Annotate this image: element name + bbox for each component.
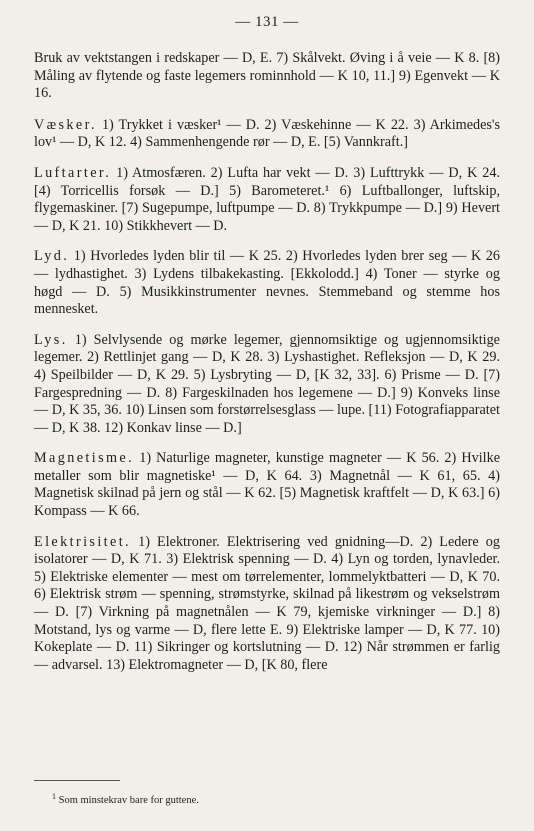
- paragraph-heading: Lyd.: [34, 248, 70, 265]
- paragraph-magnetisme: [34, 450, 500, 520]
- page-number: — 131 —: [235, 14, 299, 30]
- paragraph-text: Bruk av vektstangen i redskaper — D, E. 7) Skålvekt. Øving i å veie — K 8. [8) Måling av flytende og faste legemers rominnhold — K 10, 11.] 9) Egenvekt — K 16.: [34, 50, 500, 102]
- footnote-divider: [34, 780, 120, 781]
- paragraph-text: 1) Atmosfæren. 2) Lufta har vekt — D. 3) Lufttrykk — D, K 24. [4) Torricellis forsøk — D.] 5) Barometeret.¹ 6) Luftballonger, luftskip, flygemaskiner. [7) Sugepumpe, luftpumpe — D. 8) Trykkpumpe — D.] 9) Hevert — D, K 21. 10) Stikkhevert — D.: [34, 164, 500, 234]
- paragraph-text: 1) Elektroner. Elektrisering ved gnidning—D. 2) Ledere og isolatorer — D, K 71. 3) Elektrisk spenning — D. 4) Lyn og torden, lynavleder. 5) Elektriske elementer — mest om tørrelementer, lommelyktbatteri — D, K 70. 6) Elektrisk strøm — spenning, strømstyrke, skilnad på likestrøm og vekselstrøm — D. [7) Virkning på magnetnålen — K 79, kjemiske virkninger — D.] 8) Motstand, lys og varme — D, flere lette E. 9) Elektriske lamper — D, K 77. 10) Kokeplate — D. 11) Sikringer og kortslutning — D. 12) Når strømmen er farlig — advarsel. 13) Elektromagneter — D, [K 80, flere: [34, 533, 500, 673]
- paragraph-elektrisitet: [34, 534, 500, 675]
- paragraph-text: 1) Trykket i væsker¹ — D. 2) Væskehinne — K 22. 3) Arkimedes's lov¹ — D, K 12. 4) Sammenhengende rør — D, E. [5) Vannkraft.]: [34, 116, 500, 151]
- paragraph-heading: Væsker.: [34, 116, 97, 133]
- footnote: [34, 790, 500, 807]
- footnote-text: Som minstekrav bare for guttene.: [58, 795, 199, 806]
- paragraph-text: 1) Hvorledes lyden blir til — K 25. 2) Hvorledes lyden brer seg — K 26 — lydhastighet. 3) Lydens tilbakekasting. [Ekkolodd.] 4) Toner — styrke og høgd — D. 5) Musikkinstrumenter nevnes. Stemmeband og stemme hos mennesket.: [34, 248, 500, 318]
- body-text: [34, 50, 500, 687]
- paragraph-intro: [34, 50, 500, 103]
- paragraph-heading: Luftarter.: [34, 164, 112, 181]
- paragraph-luftarter: [34, 165, 500, 235]
- paragraph-heading: Magnetisme.: [34, 450, 135, 467]
- paragraph-heading: Lys.: [34, 331, 68, 348]
- footnote-mark: 1: [52, 792, 56, 801]
- paragraph-heading: Elektrisitet.: [34, 533, 131, 550]
- paragraph-lyd: [34, 248, 500, 318]
- paragraph-vaesker: [34, 117, 500, 152]
- paragraph-text: 1) Naturlige magneter, kunstige magneter — K 56. 2) Hvilke metaller som blir magnetiske¹ — D, K 64. 3) Magnetnål — K 61, 65. 4) Magnetisk skilnad på jern og stål — K 62. [5) Magnetisk kraftfelt — D, K 63.] 6) Kompass — K 66.: [34, 450, 500, 520]
- paragraph-text: 1) Selvlysende og mørke legemer, gjennomsiktige og ugjennomsiktige legemer. 2) Rettlinjet gang — D, K 28. 3) Lyshastighet. Refleksjon — D, K 29. 4) Speilbilder — D, K 29. 5) Lysbryting — D, [K 32, 33]. 6) Prisme — D. [7) Fargespredning — D. 8) Fargeskilnaden hos legemene — D.] 9) Konveks linse — D, K 35, 36. 10) Linsen som forstørrelsesglass — lupe. [11) Fotografiapparatet — D, K 38. 12) Konkav linse — D.]: [34, 331, 500, 436]
- paragraph-lys: [34, 332, 500, 438]
